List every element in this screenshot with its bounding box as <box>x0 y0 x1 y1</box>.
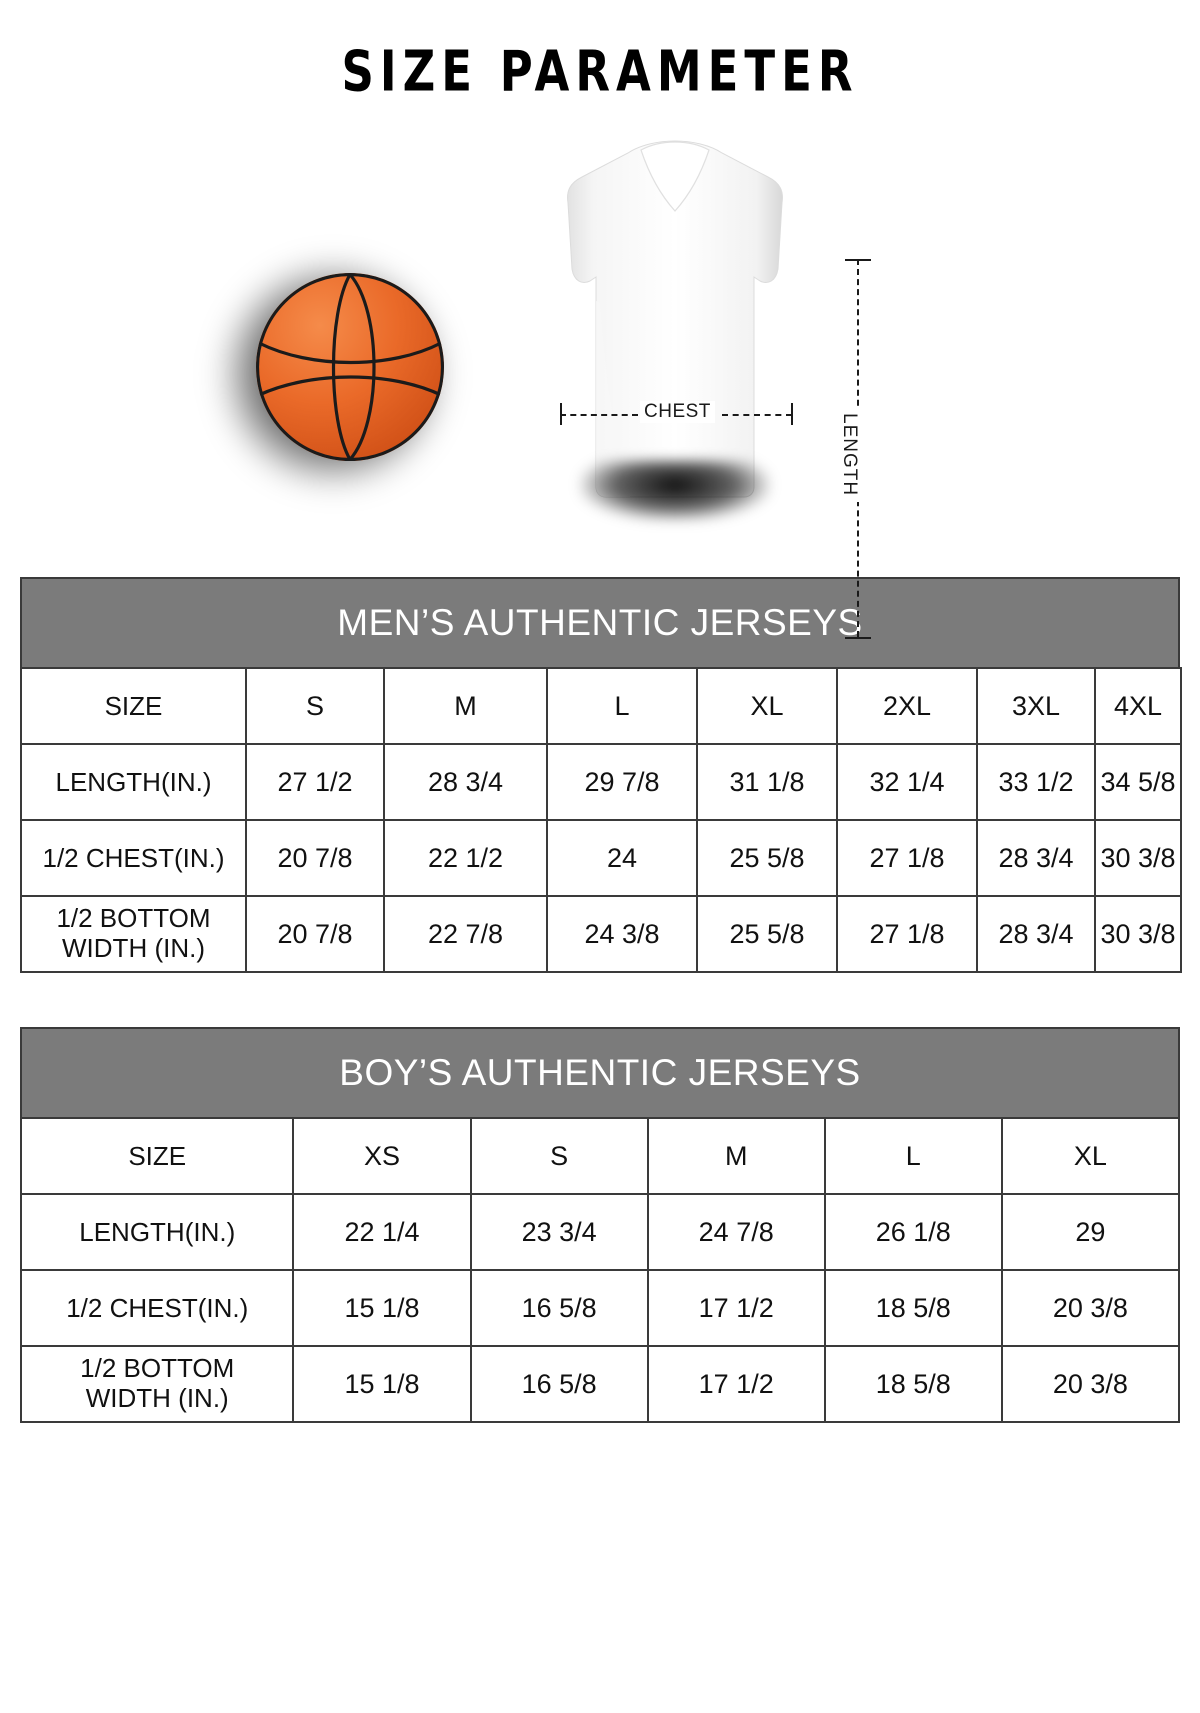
boys-size-table-block <box>20 1027 1180 1423</box>
basketball-icon <box>218 259 468 509</box>
table-row <box>21 1270 1179 1346</box>
chest-line-left <box>560 414 638 416</box>
table-cell: 27 1/8 <box>837 820 977 896</box>
column-header: L <box>825 1118 1002 1194</box>
table-cell: 30 3/8 <box>1095 896 1181 972</box>
table-cell: 28 3/4 <box>977 820 1095 896</box>
table-cell: 28 3/4 <box>384 744 547 820</box>
chest-line-right <box>722 414 792 416</box>
table-cell: 20 3/8 <box>1002 1270 1179 1346</box>
column-header: S <box>471 1118 648 1194</box>
column-header: SIZE <box>21 668 246 744</box>
mens-size-table <box>20 667 1182 973</box>
table-cell: 22 1/2 <box>384 820 547 896</box>
table-cell: 23 3/4 <box>471 1194 648 1270</box>
table-cell: 32 1/4 <box>837 744 977 820</box>
table-cell: 31 1/8 <box>697 744 837 820</box>
table-cell: 33 1/2 <box>977 744 1095 820</box>
table-cell: 26 1/8 <box>825 1194 1002 1270</box>
length-cap-bottom <box>845 637 871 639</box>
table-cell: 28 3/4 <box>977 896 1095 972</box>
jersey-shadow <box>580 461 770 521</box>
row-label-line1: 1/2 BOTTOM <box>80 1353 235 1384</box>
table-cell: 29 7/8 <box>547 744 697 820</box>
table-row <box>21 1118 1179 1194</box>
boys-table-header: BOY’S AUTHENTIC JERSEYS <box>20 1027 1180 1117</box>
row-label: LENGTH(IN.) <box>21 744 246 820</box>
column-header: XS <box>293 1118 470 1194</box>
row-label <box>21 1346 293 1422</box>
column-header: SIZE <box>21 1118 293 1194</box>
table-cell: 22 7/8 <box>384 896 547 972</box>
mens-table-header: MEN’S AUTHENTIC JERSEYS <box>20 577 1180 667</box>
table-row <box>21 668 1181 744</box>
table-cell: 15 1/8 <box>293 1346 470 1422</box>
table-cell: 29 <box>1002 1194 1179 1270</box>
table-cell: 18 5/8 <box>825 1270 1002 1346</box>
chest-cap-right <box>791 403 793 425</box>
row-label-line2: WIDTH (IN.) <box>62 933 205 963</box>
boys-size-table <box>20 1117 1180 1423</box>
column-header: XL <box>697 668 837 744</box>
table-cell: 17 1/2 <box>648 1346 825 1422</box>
row-label-line2: WIDTH (IN.) <box>85 1383 229 1413</box>
row-label: LENGTH(IN.) <box>21 1194 293 1270</box>
column-header: 4XL <box>1095 668 1181 744</box>
column-header: M <box>384 668 547 744</box>
column-header: XL <box>1002 1118 1179 1194</box>
row-label: 1/2 CHEST(IN.) <box>21 820 246 896</box>
table-cell: 27 1/2 <box>246 744 384 820</box>
chest-label: CHEST <box>640 401 715 423</box>
table-cell: 34 5/8 <box>1095 744 1181 820</box>
basketball-lines-icon <box>256 273 444 461</box>
column-header: M <box>648 1118 825 1194</box>
column-header: 3XL <box>977 668 1095 744</box>
row-label: 1/2 CHEST(IN.) <box>21 1270 293 1346</box>
mens-size-table-block <box>20 577 1180 973</box>
table-cell: 20 3/8 <box>1002 1346 1179 1422</box>
length-label: LENGTH <box>838 407 860 502</box>
table-row <box>21 1346 1179 1422</box>
table-cell: 16 5/8 <box>471 1346 648 1422</box>
table-cell: 17 1/2 <box>648 1270 825 1346</box>
table-cell: 24 7/8 <box>648 1194 825 1270</box>
basketball-ball <box>256 273 444 461</box>
table-cell: 24 3/8 <box>547 896 697 972</box>
jersey-illustration <box>540 131 810 531</box>
size-diagram <box>0 131 1200 561</box>
page-title: SIZE PARAMETER <box>341 38 859 105</box>
table-cell: 20 7/8 <box>246 820 384 896</box>
table-cell: 30 3/8 <box>1095 820 1181 896</box>
table-cell: 18 5/8 <box>825 1346 1002 1422</box>
table-cell: 15 1/8 <box>293 1270 470 1346</box>
table-row <box>21 1194 1179 1270</box>
table-cell: 25 5/8 <box>697 820 837 896</box>
table-cell: 25 5/8 <box>697 896 837 972</box>
column-header: S <box>246 668 384 744</box>
table-row <box>21 896 1181 972</box>
table-cell: 24 <box>547 820 697 896</box>
column-header: L <box>547 668 697 744</box>
table-cell: 20 7/8 <box>246 896 384 972</box>
row-label-line1: 1/2 BOTTOM <box>56 903 211 934</box>
table-row <box>21 744 1181 820</box>
row-label <box>21 896 246 972</box>
table-cell: 22 1/4 <box>293 1194 470 1270</box>
table-cell: 27 1/8 <box>837 896 977 972</box>
column-header: 2XL <box>837 668 977 744</box>
table-cell: 16 5/8 <box>471 1270 648 1346</box>
table-row <box>21 820 1181 896</box>
